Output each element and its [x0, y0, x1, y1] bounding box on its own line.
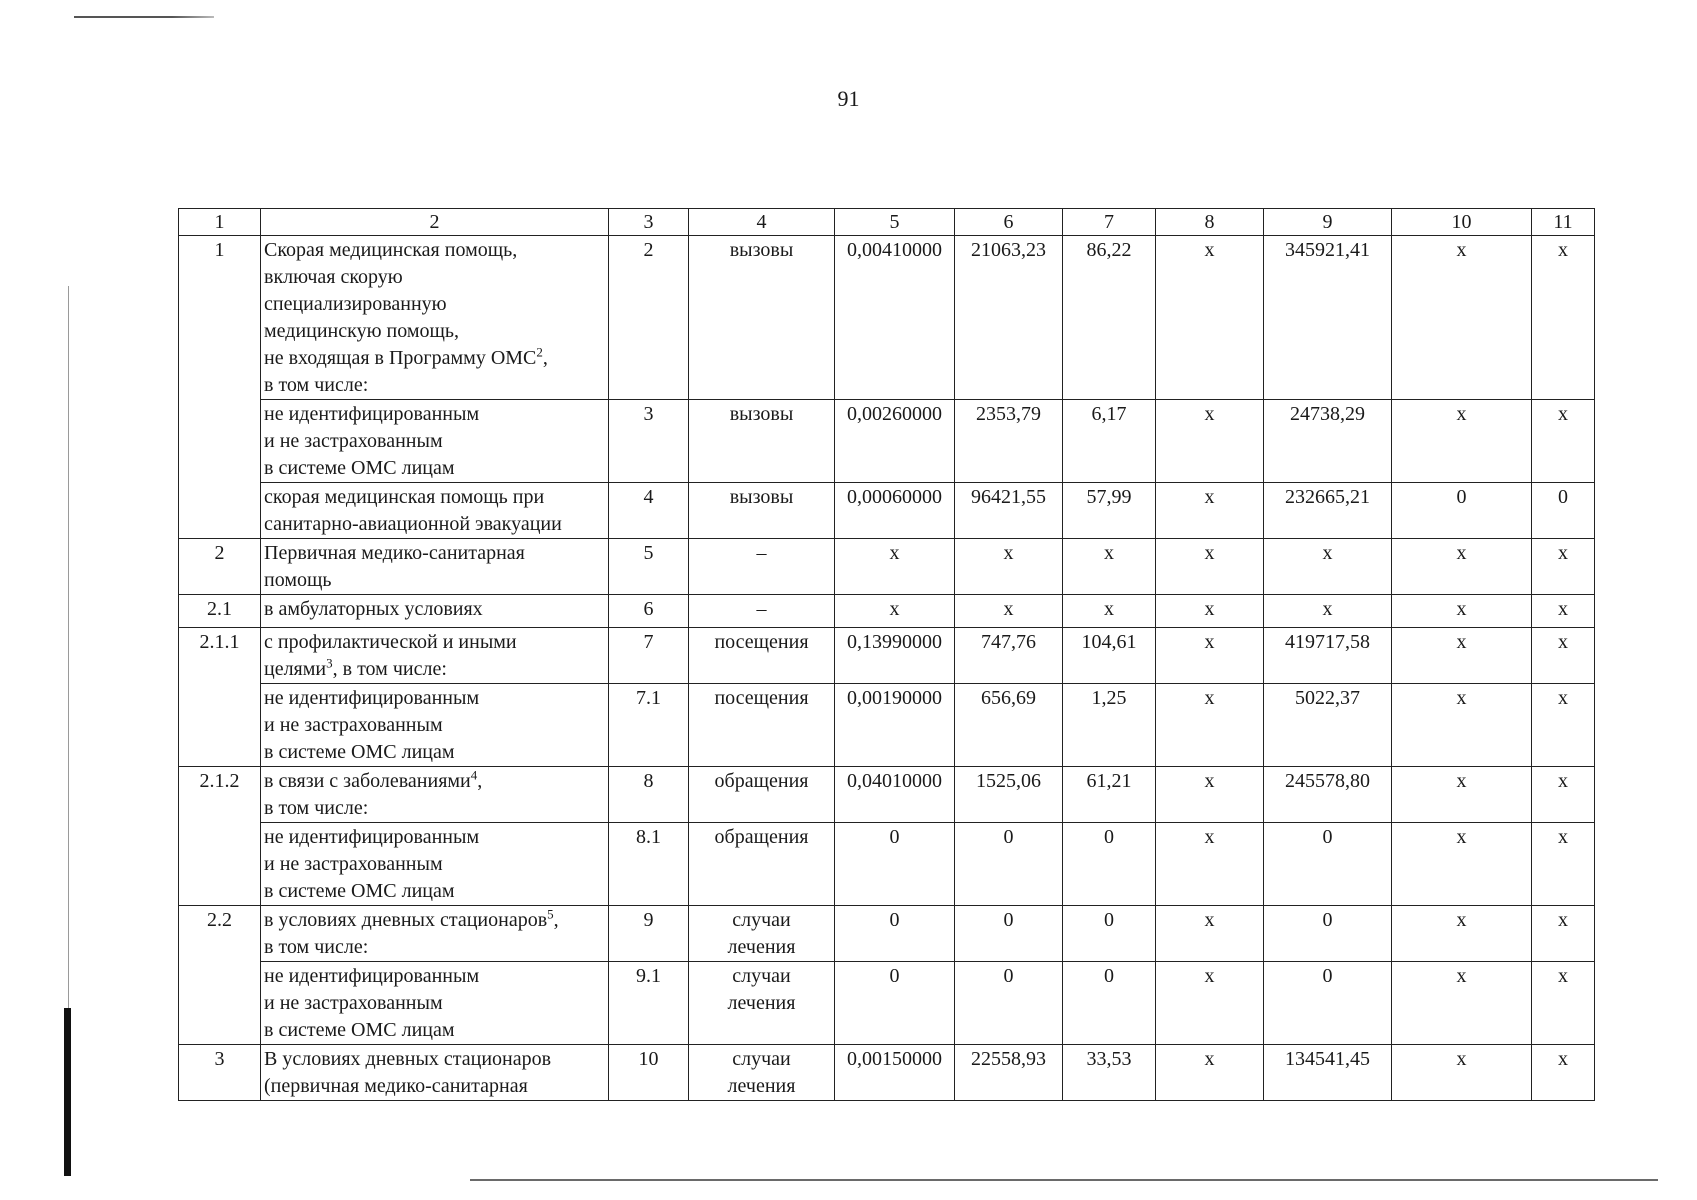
- column-header-8: 8: [1156, 209, 1264, 236]
- cell-v5: 0,00060000: [835, 483, 955, 539]
- cell-v5: 0: [835, 906, 955, 962]
- cell-v6: 21063,23: [955, 236, 1063, 400]
- cell-v7: 0: [1063, 823, 1156, 906]
- table-row: [179, 400, 1595, 483]
- cell-v7: x: [1063, 539, 1156, 595]
- cell-v11: x: [1532, 1045, 1595, 1101]
- cell-v9: 232665,21: [1264, 483, 1392, 539]
- indicator-name-cell: [261, 400, 609, 483]
- table-row: [179, 236, 1595, 400]
- cell-v8: x: [1156, 962, 1264, 1045]
- indicator-name-cell: [261, 906, 609, 962]
- cell-v6: 656,69: [955, 684, 1063, 767]
- table-row: [179, 628, 1595, 684]
- section-number-cell: 2: [179, 539, 261, 595]
- cell-v8: x: [1156, 595, 1264, 628]
- indicator-name-text: не идентифицированным и не застрахованным в системе ОМС лицам: [264, 826, 480, 902]
- cell-line: 7: [609, 628, 689, 684]
- cell-unit: вызовы: [689, 483, 835, 539]
- cell-unit: случаи лечения: [689, 1045, 835, 1101]
- cell-v7: 0: [1063, 906, 1156, 962]
- section-number-cell: 2.1: [179, 595, 261, 628]
- cell-v8: x: [1156, 767, 1264, 823]
- cell-v5: 0,00410000: [835, 236, 955, 400]
- cell-line: 10: [609, 1045, 689, 1101]
- cell-v8: x: [1156, 400, 1264, 483]
- indicator-name-text: В условиях дневных стационаров (первичная медико-санитарная: [264, 1048, 552, 1097]
- cell-v5: 0,00150000: [835, 1045, 955, 1101]
- cell-line: 7.1: [609, 684, 689, 767]
- cell-v9: 0: [1264, 906, 1392, 962]
- column-header-11: 11: [1532, 209, 1595, 236]
- cell-v8: x: [1156, 628, 1264, 684]
- cell-unit: случаи лечения: [689, 962, 835, 1045]
- table-row: [179, 823, 1595, 906]
- cell-v11: x: [1532, 767, 1595, 823]
- cell-v6: 747,76: [955, 628, 1063, 684]
- cell-v9: 5022,37: [1264, 684, 1392, 767]
- cell-v11: x: [1532, 628, 1595, 684]
- cell-line: 5: [609, 539, 689, 595]
- column-header-9: 9: [1264, 209, 1392, 236]
- cell-v7: 1,25: [1063, 684, 1156, 767]
- cell-v6: 96421,55: [955, 483, 1063, 539]
- cell-unit: вызовы: [689, 236, 835, 400]
- cell-line: 9: [609, 906, 689, 962]
- indicator-name-text: не идентифицированным и не застрахованным в системе ОМС лицам: [264, 687, 480, 763]
- indicator-name-cell: [261, 483, 609, 539]
- indicator-name-cell: [261, 767, 609, 823]
- cell-v9: 245578,80: [1264, 767, 1392, 823]
- cell-unit: случаи лечения: [689, 906, 835, 962]
- cell-unit: обращения: [689, 767, 835, 823]
- table-row: [179, 684, 1595, 767]
- column-header-1: 1: [179, 209, 261, 236]
- footnote-marker: 2: [536, 344, 543, 360]
- cell-line: 3: [609, 400, 689, 483]
- cell-unit: посещения: [689, 684, 835, 767]
- cell-line: 8: [609, 767, 689, 823]
- cell-v8: x: [1156, 906, 1264, 962]
- cell-v11: x: [1532, 400, 1595, 483]
- cell-v11: x: [1532, 539, 1595, 595]
- cell-v9: 134541,45: [1264, 1045, 1392, 1101]
- cell-v5: 0,04010000: [835, 767, 955, 823]
- indicator-name-text: не идентифицированным и не застрахованным в системе ОМС лицам: [264, 965, 480, 1041]
- section-number-cell: 2.2: [179, 906, 261, 1045]
- indicator-name-text: с профилактической и иными целями: [264, 631, 517, 680]
- indicator-name-cell: [261, 236, 609, 400]
- indicator-name-cell: [261, 823, 609, 906]
- cell-v6: 22558,93: [955, 1045, 1063, 1101]
- section-number-cell: 2.1.2: [179, 767, 261, 906]
- cell-v7: 61,21: [1063, 767, 1156, 823]
- footnote-marker: 5: [547, 906, 554, 922]
- cell-v10: 0: [1392, 483, 1532, 539]
- indicator-name-cell: [261, 628, 609, 684]
- footnote-marker: 4: [470, 767, 478, 783]
- cell-v11: x: [1532, 906, 1595, 962]
- footnote-marker: 3: [326, 655, 333, 671]
- table-header-row: [179, 209, 1595, 236]
- indicator-name-cell: [261, 684, 609, 767]
- indicator-name-text: Первичная медико-санитарная помощь: [264, 542, 525, 591]
- table-row: [179, 906, 1595, 962]
- column-header-7: 7: [1063, 209, 1156, 236]
- indicator-name-suffix: , в том числе:: [332, 658, 447, 680]
- table-row: [179, 483, 1595, 539]
- data-table: [178, 208, 1595, 1101]
- cell-v6: 2353,79: [955, 400, 1063, 483]
- cell-v11: x: [1532, 236, 1595, 400]
- indicator-name-text: не идентифицированным и не застрахованным в системе ОМС лицам: [264, 403, 480, 479]
- cell-v6: x: [955, 595, 1063, 628]
- column-header-3: 3: [609, 209, 689, 236]
- section-number-cell: 3: [179, 1045, 261, 1101]
- table-row: [179, 767, 1595, 823]
- cell-line: 9.1: [609, 962, 689, 1045]
- cell-v10: x: [1392, 595, 1532, 628]
- cell-v10: x: [1392, 823, 1532, 906]
- indicator-name-suffix: , в том числе:: [264, 347, 548, 396]
- cell-v10: x: [1392, 906, 1532, 962]
- indicator-name-text: в условиях дневных стационаров: [264, 909, 548, 931]
- cell-v10: x: [1392, 684, 1532, 767]
- cell-unit: посещения: [689, 628, 835, 684]
- cell-v6: 1525,06: [955, 767, 1063, 823]
- cell-v6: 0: [955, 906, 1063, 962]
- cell-v5: 0,00260000: [835, 400, 955, 483]
- scan-artifact-line-top: [74, 16, 214, 18]
- cell-line: 6: [609, 595, 689, 628]
- cell-v9: 0: [1264, 962, 1392, 1045]
- column-header-2: 2: [261, 209, 609, 236]
- cell-v9: x: [1264, 539, 1392, 595]
- indicator-name-cell: [261, 1045, 609, 1101]
- indicator-name-text: в связи с заболеваниями: [264, 770, 471, 792]
- cell-v7: 104,61: [1063, 628, 1156, 684]
- page-number: 91: [837, 86, 860, 111]
- indicator-name-cell: [261, 595, 609, 628]
- cell-line: 8.1: [609, 823, 689, 906]
- indicator-name-text: в амбулаторных условиях: [264, 598, 483, 620]
- cell-line: 4: [609, 483, 689, 539]
- cell-v10: x: [1392, 962, 1532, 1045]
- indicator-name-cell: [261, 962, 609, 1045]
- cell-v8: x: [1156, 823, 1264, 906]
- cell-v10: x: [1392, 767, 1532, 823]
- cell-v9: 345921,41: [1264, 236, 1392, 400]
- cell-v11: 0: [1532, 483, 1595, 539]
- cell-v5: 0: [835, 823, 955, 906]
- indicator-name-cell: [261, 539, 609, 595]
- table-row: [179, 595, 1595, 628]
- cell-v5: x: [835, 539, 955, 595]
- cell-v11: x: [1532, 595, 1595, 628]
- column-header-4: 4: [689, 209, 835, 236]
- cell-v11: x: [1532, 823, 1595, 906]
- cell-v9: 24738,29: [1264, 400, 1392, 483]
- cell-v10: x: [1392, 628, 1532, 684]
- cell-v10: x: [1392, 400, 1532, 483]
- section-number-cell: 1: [179, 236, 261, 539]
- section-number-cell: 2.1.1: [179, 628, 261, 767]
- cell-v7: 0: [1063, 962, 1156, 1045]
- cell-unit: –: [689, 539, 835, 595]
- table-row: [179, 539, 1595, 595]
- cell-v10: x: [1392, 1045, 1532, 1101]
- cell-v8: x: [1156, 1045, 1264, 1101]
- column-header-5: 5: [835, 209, 955, 236]
- cell-v7: 86,22: [1063, 236, 1156, 400]
- scan-artifact-line-bottom: [470, 1179, 1658, 1181]
- scan-artifact-line-left: [68, 286, 69, 1008]
- cell-v8: x: [1156, 236, 1264, 400]
- cell-v5: x: [835, 595, 955, 628]
- cell-v9: 0: [1264, 823, 1392, 906]
- cell-v8: x: [1156, 684, 1264, 767]
- indicator-name-text: скорая медицинская помощь при санитарно-авиационной эвакуации: [264, 486, 562, 535]
- cell-v7: x: [1063, 595, 1156, 628]
- cell-v7: 57,99: [1063, 483, 1156, 539]
- cell-v5: 0,13990000: [835, 628, 955, 684]
- cell-v10: x: [1392, 539, 1532, 595]
- cell-v6: 0: [955, 823, 1063, 906]
- cell-v6: x: [955, 539, 1063, 595]
- indicator-name-text: Скорая медицинская помощь, включая скорую специализированную медицинскую помощь, не входящая в Программу ОМС: [264, 239, 537, 369]
- indicator-name-suffix: , в том числе:: [264, 909, 559, 958]
- cell-v9: 419717,58: [1264, 628, 1392, 684]
- cell-v6: 0: [955, 962, 1063, 1045]
- column-header-6: 6: [955, 209, 1063, 236]
- table-row: [179, 962, 1595, 1045]
- indicator-name-suffix: , в том числе:: [264, 770, 483, 819]
- table-row: [179, 1045, 1595, 1101]
- cell-v5: 0: [835, 962, 955, 1045]
- cell-v5: 0,00190000: [835, 684, 955, 767]
- cell-line: 2: [609, 236, 689, 400]
- cell-v10: x: [1392, 236, 1532, 400]
- cell-v11: x: [1532, 962, 1595, 1045]
- cell-v7: 33,53: [1063, 1045, 1156, 1101]
- cell-unit: обращения: [689, 823, 835, 906]
- cell-unit: –: [689, 595, 835, 628]
- column-header-10: 10: [1392, 209, 1532, 236]
- cell-v7: 6,17: [1063, 400, 1156, 483]
- cell-v8: x: [1156, 539, 1264, 595]
- cell-v8: x: [1156, 483, 1264, 539]
- cell-unit: вызовы: [689, 400, 835, 483]
- cell-v9: x: [1264, 595, 1392, 628]
- scan-artifact-bar-left: [64, 1008, 71, 1176]
- cell-v11: x: [1532, 684, 1595, 767]
